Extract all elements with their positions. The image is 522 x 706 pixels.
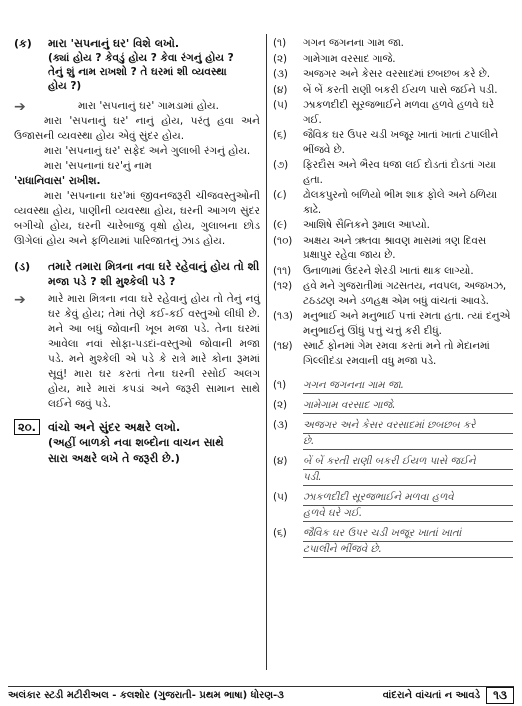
item-text: ફિરદૌસ અને ભૈરવ ધજા લઈ દોડતાં દોડતાં ગયા હતા. <box>303 159 496 186</box>
item-number: (૧૪) <box>273 340 293 352</box>
list-item <box>273 83 513 98</box>
item-text: ગગન જગનના ગામ જા. <box>303 37 404 49</box>
answer-paragraph: મારા 'સપનાના ઘર'માં જીવનજરૂરી ચીજવસ્તુઓની વ્યવસ્થા હોય, પાણીની વ્યવસ્થા હોય, ઘરની આગળ સુંદર બગીચો હોય, ઘરની ચારેબાજુ વૃક્ષો હોય, ગુલાબના છોડ ઊગેલાં હોય અને ફળિયામાં પારિજાતનું ઝાડ હોય. <box>14 190 260 247</box>
question-20 <box>14 420 260 467</box>
answer-d <box>14 292 260 412</box>
handwritten-line: છે. <box>303 434 513 450</box>
writing-item <box>273 398 513 414</box>
item-text: ઝાકળદીદી સૂરજભાઈને મળવા હળવે હળવે ઘરે ગઈ. <box>303 99 495 126</box>
column-divider <box>266 34 267 670</box>
writing-item <box>273 418 513 450</box>
list-item <box>273 264 513 279</box>
question-title: વાંચો અને સુંદર અક્ષરે લખો. <box>48 420 181 434</box>
list-item <box>273 98 513 127</box>
question-title: તમારે તમારા મિત્રના નવા ઘરે રહેવાનું હોય તો શી મજા પડે ? શી મુશ્કેલી પડે ? <box>48 260 260 288</box>
arrow-icon: ➔ <box>14 99 26 115</box>
book-title: અલંકાર સ્ટડી મટીરીઅલ - કલશોર (ગુજરાતી- પ્રથમ ભાષા) ધોરણ-૩ <box>8 689 284 701</box>
left-column <box>14 36 260 467</box>
list-item <box>273 339 513 368</box>
hint-line: સારા અક્ષરે લખે તે જરૂરી છે.) <box>48 452 180 465</box>
house-name: 'રાધાનિવાસ' રાખીશ. <box>14 175 101 187</box>
item-number: (૨) <box>273 52 288 65</box>
writing-item <box>273 526 513 558</box>
item-number: (૭) <box>273 159 289 171</box>
handwritten-line: પડી. <box>303 470 513 486</box>
item-text: હવે મને ગુજરાતીમાં ગઢસતય, નવપલ, અજખઝ, ટઠડઢણ અને ડળહક્ષ એમ બધું વાંચતાં આવડે. <box>303 280 507 307</box>
handwritten-line: ગામેગામ વરસાદ ગાજે. <box>303 398 513 414</box>
writing-item <box>273 490 513 522</box>
list-item <box>273 67 513 82</box>
chapter-title: વાંદરાને વાંચતાં ન આવડે <box>382 689 481 701</box>
item-number: (૬) <box>273 129 287 141</box>
right-column <box>273 36 513 562</box>
list-item <box>273 309 513 338</box>
list-item <box>273 36 513 51</box>
question-hint <box>48 51 260 93</box>
item-text: બેં બેં કરતી રાણી બકરી ઈયળ પાસે જઈને પડી. <box>303 83 498 96</box>
item-text: સ્માર્ટ ફોનમાં ગેમ રમવા કરતાં મને તો મેદાનમાં ગિલ્લીદંડા રમવાની વધુ મજા પડે. <box>303 340 490 367</box>
list-item <box>273 158 513 187</box>
item-number: (૧) <box>273 379 287 391</box>
question-number: ૨૦. <box>14 419 40 435</box>
handwritten-line: બેં બેં કરતી રાણી બકરી ઈયળ પાસે જઈને <box>303 454 513 470</box>
answer-paragraph: મારે મારા મિત્રના નવા ઘરે રહેવાનું હોય તો તેનું નવું ઘર કેવું હોય; તેમાં તેણે કઈ-કઈ વસ્તુઓ લીધી છે. મને આ બધું જોવાની ખૂબ મજા પડે. તેના ઘરમાં આવેલા નવાં સોફા-પડદાં-વસ્તુઓ જોવાની મજા પડે. મને મુશ્કેલી એ પડે કે રાત્રે મારે કોના રૂમમાં સૂવું! મારા ઘર કરતાં તેના ઘરની રસોઈ અલગ હોય, મારે મારાં કપડાં અને જરૂરી સામાન સાથે લઈને જવું પડે. <box>48 293 260 410</box>
handwritten-line: ઝાકળદીદી સૂરજભાઈને મળવા હળવે <box>303 490 513 506</box>
item-number: (૯) <box>273 219 288 231</box>
item-text: જૈવિક ઘર ઉપર ચડી ખજૂર ખાતાં ખાતાં ટપાલીને ભીંજવે છે. <box>303 129 499 156</box>
item-number: (૪) <box>273 83 288 96</box>
item-text: અક્ષય અને ઋતવા શ્રાવણ માસમાં ત્રણ દિવસ પ્રક્ષાપુર રહેવા જાય છે. <box>303 234 487 261</box>
answer-line: મારા 'સપનાનું ઘર' ગામડામાં હોય. <box>78 100 219 112</box>
hint-line: હોય ?) <box>48 80 82 92</box>
hint-line: (અહીં બાળકો નવા શબ્દોના વાચન સાથે <box>48 436 224 449</box>
answer-k <box>14 99 260 249</box>
item-number: (૪) <box>273 455 288 467</box>
handwritten-line: જૈવિક ઘર ઉપર ચડી ખજૂર ખાતાં ખાતાં <box>303 526 513 542</box>
question-title: મારા 'સપનાનું ઘર' વિશે લખો. <box>48 37 180 50</box>
question-number: (ડ) <box>14 260 31 273</box>
item-number: (૩) <box>273 68 288 80</box>
list-item <box>273 279 513 308</box>
handwriting-list <box>273 378 513 558</box>
item-number: (૨) <box>273 399 288 411</box>
item-number: (૮) <box>273 189 287 201</box>
question-number: (ક) <box>14 37 32 50</box>
page-footer <box>8 686 514 703</box>
hint-line: (ક્યાં હોય ? કેવડું હોય ? કેવા રંગનું હોય ? <box>48 52 234 64</box>
item-text: ઉનાળામાં ઉંદરને શેરડી ખાતાં થાક લાગ્યો. <box>303 264 474 277</box>
question-d <box>14 259 260 289</box>
reading-list <box>273 36 513 368</box>
handwritten-line: ટપાલીને ભીંજવે છે. <box>303 542 513 558</box>
answer-paragraph: મારા 'સપનાનું ઘર' સફેદ અને ગુલાબી રંગનું હોય. <box>44 145 251 157</box>
hint-line: તેનું શું નામ રાખશો ? તે ઘરમાં શી વ્યવસ્થા <box>48 66 227 78</box>
question-hint <box>48 435 260 467</box>
item-number: (૧૧) <box>273 264 292 277</box>
list-item <box>273 188 513 217</box>
item-text: ઢોલકપુરનો બળિયો ભીમ શાક ફોલે અને ઠળિયા કાઢે. <box>303 189 498 216</box>
page-number: ૧૩ <box>486 687 514 704</box>
item-number: (૧૨) <box>273 280 293 292</box>
list-item <box>273 218 513 233</box>
question-k <box>14 36 260 93</box>
item-number: (૧૩) <box>273 310 293 322</box>
item-text: ગામેગામ વરસાદ ગાજે. <box>303 52 396 65</box>
item-number: (૧૦) <box>273 234 293 247</box>
item-number: (૫) <box>273 99 288 111</box>
writing-item <box>273 378 513 394</box>
item-text: મનુભાઈ અને મનુભાઈ પત્તાં રમતા હતા. ત્યાં દનુએ મનુભાઈનું ઊંધું પત્તું ચત્તું કરી દીધું. <box>303 310 511 337</box>
arrow-icon: ➔ <box>14 292 26 308</box>
handwritten-line: અજગર અને કેસર વરસાદમાં છબછબ કરે <box>303 418 513 434</box>
item-number: (૧) <box>273 37 287 49</box>
item-text: અજગર અને કેસર વરસાદમાં છબછબ કરે છે. <box>303 68 490 80</box>
answer-paragraph: મારા 'સપનાનું ઘર' નાનું હોય, પરંતુ હવા અને ઉજાસની વ્યવસ્થા હોય એવું સુંદર હોય. <box>14 115 260 142</box>
list-item <box>273 52 513 67</box>
list-item <box>273 234 513 263</box>
item-text: આશિષે સૈનિકને રૂમાલ આપ્યો. <box>303 219 430 231</box>
writing-item <box>273 454 513 486</box>
list-item <box>273 128 513 157</box>
handwritten-line: ગગન જગનના ગામ જા. <box>303 378 513 394</box>
item-number: (૬) <box>273 527 287 539</box>
handwritten-line: હળવે ઘરે ગઈ. <box>303 506 513 522</box>
answer-paragraph: મારા 'સપનાનાં ઘર'નું નામ <box>44 160 152 172</box>
item-number: (૫) <box>273 491 288 503</box>
item-number: (૩) <box>273 419 288 431</box>
